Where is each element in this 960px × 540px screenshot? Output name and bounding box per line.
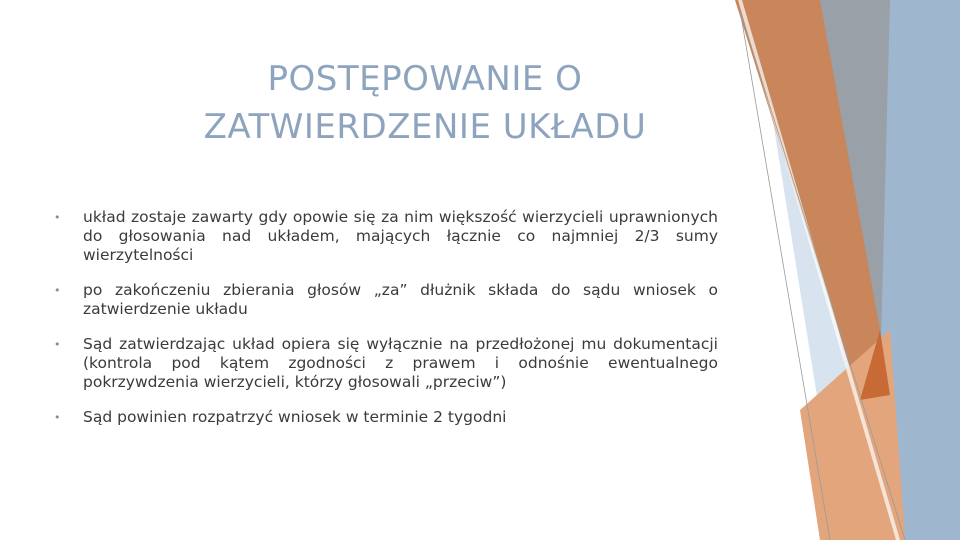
bullet-icon: • — [54, 211, 61, 224]
bullet-text: po zakończeniu zbierania głosów „za” dłużnik składa do sądu wniosek o zatwierdzenie układu — [83, 281, 718, 318]
page-title — [150, 55, 700, 151]
list-item — [54, 335, 718, 392]
bullet-text: układ zostaje zawarty gdy opowie się za nim większość wierzycieli uprawnionych do głosowania nad układem, mających łącznie co najmniej 2/3 sumy wierzytelności — [83, 208, 718, 264]
title-line-2: ZATWIERDZENIE UKŁADU — [203, 106, 647, 147]
bullet-list — [54, 208, 718, 443]
bullet-text: Sąd zatwierdzając układ opiera się wyłącznie na przedłożonej mu dokumentacji (kontrola pod kątem zgodności z prawem i odnośnie ewentualnego pokrzywdzenia wierzycieli, którzy głosowali „przeciw”) — [83, 335, 718, 391]
list-item — [54, 281, 718, 319]
bullet-icon: • — [54, 284, 61, 297]
bullet-text: Sąd powinien rozpatrzyć wniosek w terminie 2 tygodni — [83, 408, 507, 426]
bullet-icon: • — [54, 338, 61, 351]
title-line-1: POSTĘPOWANIE O — [267, 58, 583, 99]
list-item — [54, 208, 718, 265]
list-item — [54, 408, 718, 427]
bullet-icon: • — [54, 411, 61, 424]
